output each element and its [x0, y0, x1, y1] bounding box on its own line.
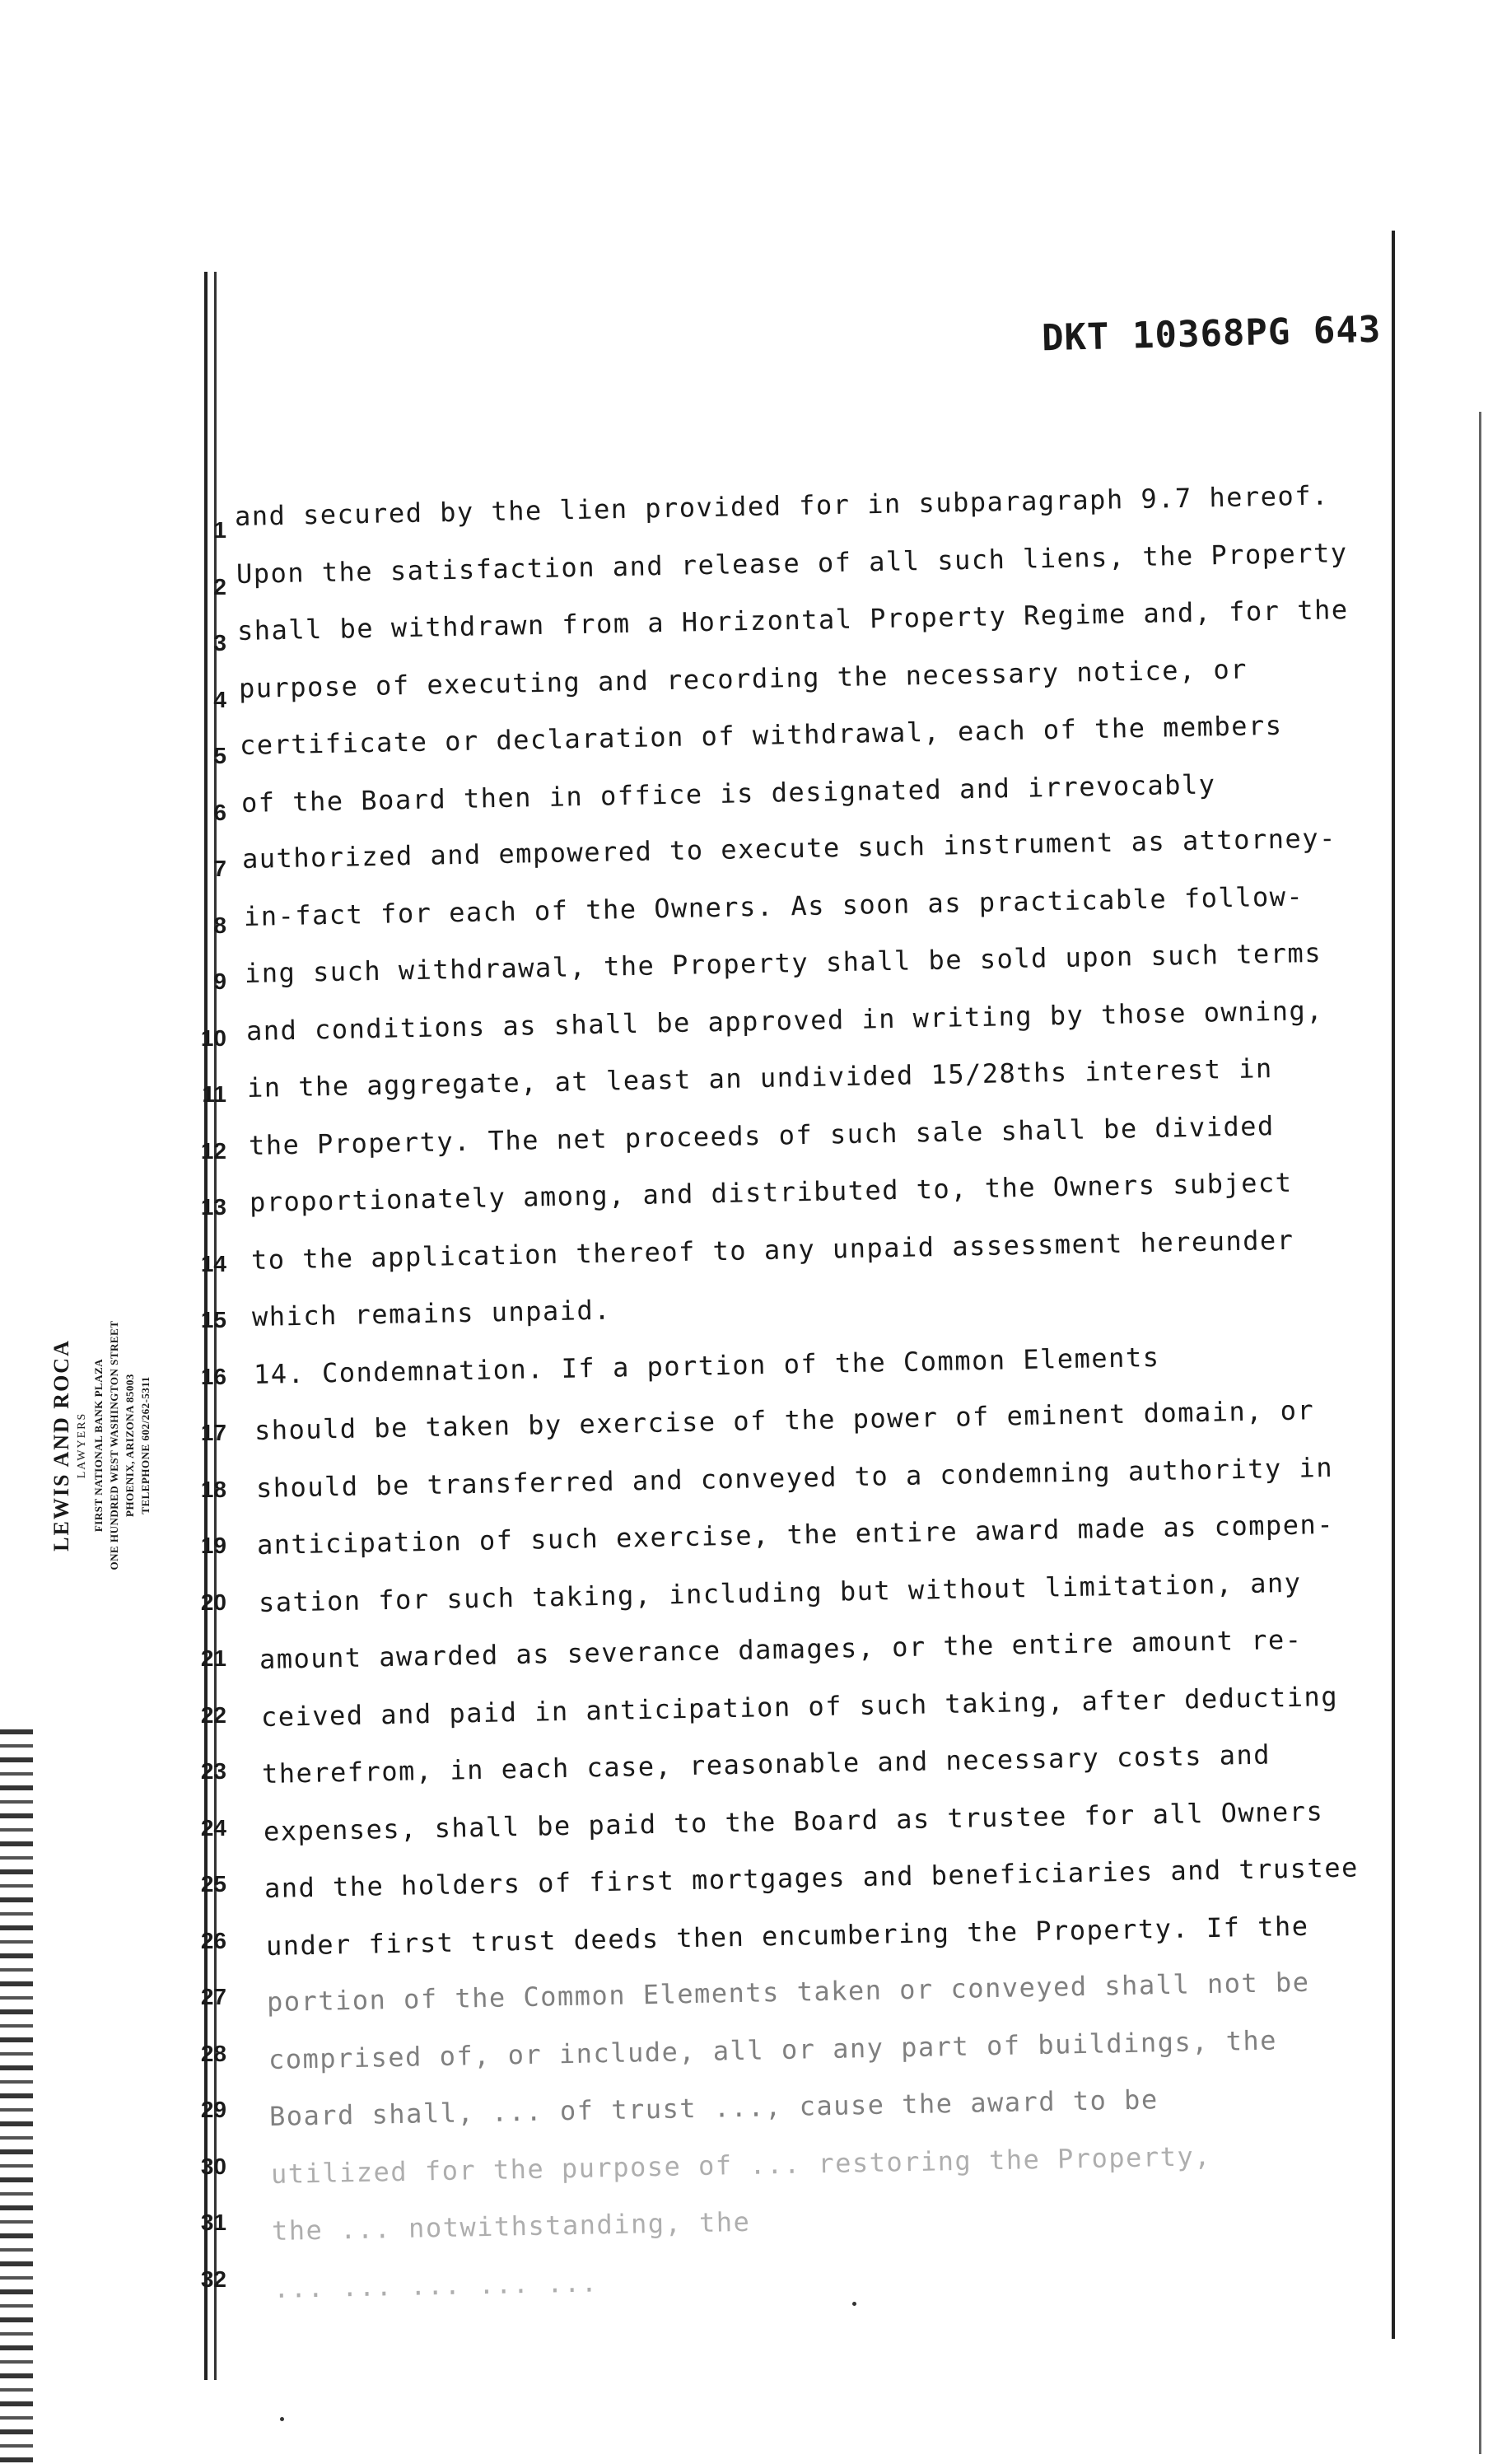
document-text-line: should be taken by exercise of the power of eminent domain, or	[254, 1394, 1315, 1446]
line-number: 19	[200, 1533, 226, 1558]
line-number: 16	[200, 1363, 226, 1389]
line-number: 22	[200, 1701, 226, 1728]
document-text-line: purpose of executing and recording the necessary notice, or	[238, 652, 1248, 704]
line-number: 10	[200, 1024, 226, 1051]
document-text-line: portion of the Common Elements taken or conveyed shall not be	[266, 1966, 1310, 2018]
document-text-line: comprised of, or include, all or any part of buildings, the	[268, 2023, 1278, 2075]
line-number: 9	[213, 968, 226, 994]
document-text-line: shall be withdrawn from a Horizontal Property Regime and, for the	[236, 594, 1349, 646]
line-number: 3	[213, 630, 226, 656]
page-edge-rule	[1479, 412, 1481, 2454]
document-text-line: utilized for the purpose of ... restoring the Property,	[270, 2140, 1212, 2190]
line-number: 11	[202, 1081, 226, 1107]
document-text-line: proportionately among, and distributed to, the Owners subject	[249, 1166, 1293, 1218]
line-number: 8	[213, 912, 226, 938]
document-text-line: in the aggregate, at least an undivided 15/28ths interest in	[246, 1052, 1274, 1104]
document-text-line: the Property. The net proceeds of such sale shall be divided	[248, 1109, 1276, 1161]
document-text-line: sation for such taking, including but without limitation, any	[258, 1566, 1302, 1618]
document-text-line: ceived and paid in anticipation of such taking, after deducting	[260, 1680, 1339, 1733]
line-number: 13	[200, 1194, 226, 1220]
document-text-line: should be transferred and conveyed to a condemning authority in	[255, 1451, 1334, 1504]
document-text-line: in-fact for each of the Owners. As soon as practicable follow-	[243, 880, 1304, 932]
document-text-line: Upon the satisfaction and release of all such liens, the Property	[236, 536, 1348, 590]
scan-speck	[852, 2302, 856, 2306]
line-number: 6	[213, 799, 226, 825]
document-text-line: ing such withdrawal, the Property shall be sold upon such terms	[244, 936, 1322, 989]
document-text-line: amount awarded as severance damages, or the entire amount re-	[259, 1623, 1303, 1675]
firm-address-line: ONE HUNDRED WEST WASHINGTON STREET	[108, 1320, 120, 1570]
law-firm-block	[49, 1252, 181, 1647]
right-margin-rule	[1392, 231, 1395, 2339]
document-text-line: anticipation of such exercise, the entire award made as compen-	[256, 1508, 1335, 1561]
line-number: 2	[213, 573, 226, 600]
line-number: 1	[213, 517, 226, 543]
line-number: 15	[200, 1307, 226, 1332]
line-number: 4	[213, 686, 226, 712]
line-number: 14	[200, 1250, 226, 1276]
line-number: 12	[200, 1137, 226, 1164]
firm-subtitle: LAWYERS	[76, 1412, 88, 1479]
record-number: DKT 10368PG 643	[1041, 308, 1382, 360]
line-number: 26	[200, 1927, 226, 1953]
line-number: 21	[200, 1645, 226, 1671]
line-number: 30	[200, 2153, 226, 2179]
document-text-line: Board shall, ... of trust ..., cause the award to be	[268, 2084, 1159, 2132]
document-text-line: which remains unpaid.	[251, 1294, 612, 1332]
line-number: 28	[200, 2040, 226, 2066]
document-text-line: authorized and empowered to execute such instrument as attorney-	[241, 822, 1337, 875]
firm-address-line: TELEPHONE 602/262-5311	[139, 1376, 152, 1514]
document-text-line: and the holders of first mortgages and beneficiaries and trustee	[264, 1851, 1360, 1904]
line-number: 27	[200, 1984, 226, 2009]
document-text-line: the ... notwithstanding, the	[271, 2205, 751, 2247]
line-number: 32	[200, 2266, 226, 2292]
line-number: 29	[200, 2097, 226, 2122]
document-text-line: therefrom, in each case, reasonable and necessary costs and	[261, 1738, 1271, 1790]
document-text-line: and secured by the lien provided for in subparagraph 9.7 hereof.	[234, 479, 1330, 532]
line-number: 5	[213, 743, 226, 768]
document-text-line: and conditions as shall be approved in writing by those owning,	[245, 994, 1324, 1047]
line-number: 7	[213, 856, 226, 881]
line-number: 18	[200, 1476, 226, 1502]
line-number: 23	[200, 1758, 226, 1784]
scan-speck	[280, 2417, 284, 2421]
firm-name: LEWIS AND ROCA	[49, 1339, 73, 1552]
document-text-line: of the Board then in office is designated and irrevocably	[240, 768, 1216, 819]
firm-address-line: FIRST NATIONAL BANK PLAZA	[92, 1358, 105, 1533]
document-text-line: 14. Condemnation. If a portion of the Common Elements	[253, 1341, 1160, 1390]
document-text-line: expenses, shall be paid to the Board as trustee for all Owners	[263, 1794, 1324, 1847]
line-number: 25	[200, 1871, 226, 1897]
firm-address-line: PHOENIX, ARIZONA 85003	[124, 1374, 136, 1517]
line-number: 31	[200, 2210, 226, 2235]
document-text-line: certificate or declaration of withdrawal, each of the members	[239, 709, 1283, 761]
document-text-line: ... ... ... ... ...	[273, 2266, 599, 2304]
scan-edge-artifact	[0, 1729, 33, 2464]
line-number: 20	[200, 1589, 226, 1615]
document-text-line: to the application thereof to any unpaid assessment hereunder	[250, 1224, 1294, 1276]
document-text-line: under first trust deeds then encumbering the Property. If the	[265, 1910, 1309, 1962]
line-number: 24	[200, 1814, 226, 1841]
line-number: 17	[200, 1420, 226, 1445]
